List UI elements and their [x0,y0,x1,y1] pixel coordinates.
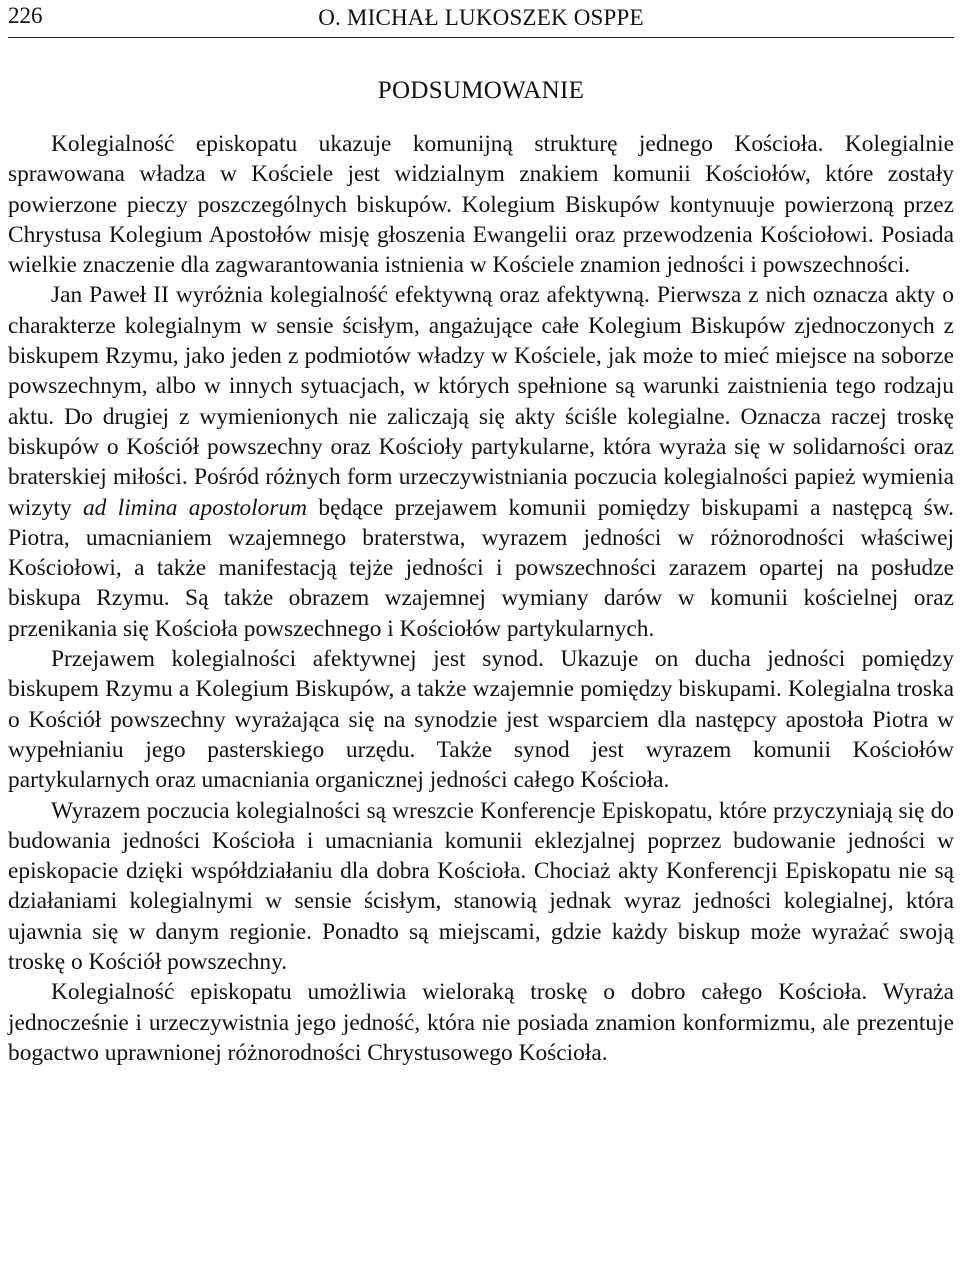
paragraph-2-part-1: Jan Paweł II wyróżnia kolegialność efektywną oraz afektywną. Pierwsza z nich oznacza akty o charakterze kolegialnym w sensie ścisłym, angażujące całe Kolegium Biskupów zjednoczonych z biskupem Rzymu, jako jeden z podmiotów władzy w Kościele, jak może to mieć miejsce na soborze powszechnym, albo w innych sytuacjach, w których spełnione są warunki zaistnienia tego rodzaju aktu. Do drugiej z wymienionych nie zaliczają się akty ściśle kolegialne. Oznacza raczej troskę biskupów o Kościół powszechny oraz Kościoły partykularne, która wyraża się w solidarności oraz braterskiej miłości. Pośród różnych form urzeczywistniania poczucia kolegialności papież wymienia wizyty [8,282,954,521]
paragraph-2 [8,280,954,644]
paragraph-3: Przejawem kolegialności afektywnej jest synod. Ukazuje on ducha jedności pomiędzy biskupem Rzymu a Kolegium Biskupów, a także wzajemnie pomiędzy biskupami. Kolegialna troska o Kościół powszechny wyrażająca się na synodzie jest wsparciem dla następcy apostoła Piotra w wypełnianiu jego pasterskiego urzędu. Także synod jest wyrazem komunii Kościołów partykularnych oraz umacniania organicznej jedności całego Kościoła. [8,646,954,794]
document-page [8,0,954,1068]
paragraph-5: Kolegialność episkopatu umożliwia wieloraką troskę o dobro całego Kościoła. Wyraża jednocześnie i urzeczywistnia jego jedność, która nie posiada znamion konformizmu, ale prezentuje bogactwo uprawnionej różnorodności Chrystusowego Kościoła. [8,979,954,1066]
section-title: PODSUMOWANIE [377,77,585,104]
paragraph-2-part-2: będące przejawem komunii pomiędzy biskupami a następcą św. Piotra, umacnianiem wzajemnego braterstwa, wyrazem jedności w różnorodności właściwej Kościołowi, a także manifestacją tejże jedności i powszechności zarazem opartej na posłudze biskupa Rzymu. Są także obrazem wzajemnej wymiany darów w komunii kościelnej oraz przenikania się Kościoła powszechnego i Kościołów partykularnych. [8,494,954,642]
paragraph-1: Kolegialność episkopatu ukazuje komunijną strukturę jednego Kościoła. Kolegialnie sprawowana władza w Kościele jest widzialnym znakiem komunii Kościołów, które zostały powierzone pieczy poszczególnych biskupów. Kolegium Biskupów kontynuuje powierzoną przez Chrystusa Kolegium Apostołów misję głoszenia Ewangelii oraz przewodzenia Kościołowi. Posiada wielkie znaczenie dla zagwarantowania istnienia w Kościele znamion jedności i powszechności. [8,131,954,279]
running-head [8,0,954,38]
latin-phrase: ad limina apostolorum [82,494,308,521]
running-title: O. MICHAŁ LUKOSZEK OSPPE [318,5,644,30]
body-text [8,129,954,1068]
page-number: 226 [8,3,43,28]
paragraph-4: Wyrazem poczucia kolegialności są wreszcie Konferencje Episkopatu, które przyczyniają się do budowania jedności Kościoła i umacniania komunii eklezjalnej poprzez budowanie jedności w episkopacie dzięki współdziałaniu dla dobra Kościoła. Chociaż akty Konferencji Episkopatu nie są działaniami kolegialnymi w sensie ścisłym, stanowią jednak wyraz jedności kolegialnej, która ujawnia się w danym regionie. Ponadto są miejscami, gdzie każdy biskup może wyrażać swoją troskę o Kościół powszechny. [8,797,954,976]
